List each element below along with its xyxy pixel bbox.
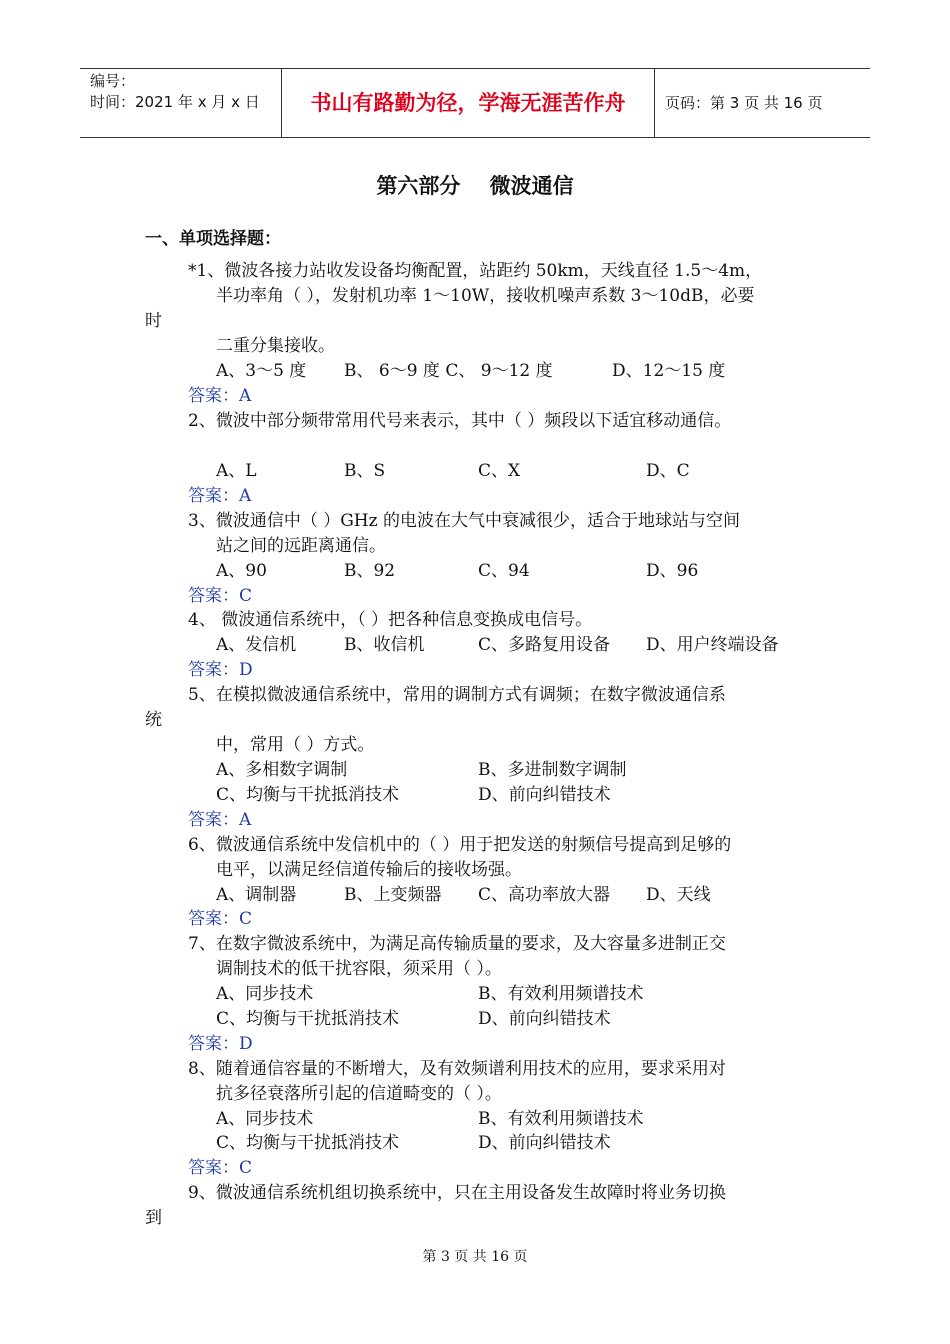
option-a: A、发信机 (216, 635, 297, 655)
answer-2: 答案：A (188, 486, 252, 506)
page-title: 第六部分 微波通信 (376, 174, 574, 198)
option-b: B、有效利用频谱技术 (478, 984, 644, 1004)
question-7-line-1: 7、在数字微波系统中，为满足高传输质量的要求，及大容量多进制正交 (188, 934, 726, 954)
header-meta (80, 69, 281, 137)
page-footer: 第 3 页 共 16 页 (422, 1249, 528, 1265)
option-b: B、有效利用频谱技术 (478, 1109, 644, 1129)
section-heading: 一、单项选择题： (145, 229, 281, 249)
option-b: B、收信机 (344, 635, 425, 655)
option-b-c: B、 6～9 度 C、 9～12 度 (344, 361, 553, 381)
question-1-line-3: 时 (145, 311, 162, 331)
option-c: C、多路复用设备 (478, 635, 611, 655)
option-a: A、90 (216, 561, 267, 581)
document-date-label: 时间：2021 年 x 月 x 日 (90, 93, 260, 111)
header-motto: 书山有路勤为径，学海无涯苦作舟 (281, 69, 655, 137)
question-5-line-1: 5、在模拟微波通信系统中，常用的调制方式有调频；在数字微波通信系 (188, 685, 726, 705)
question-1-line-2: 半功率角（ ），发射机功率 1～10W，接收机噪声系数 3～10dB，必要 (216, 286, 755, 306)
answer-1: 答案：A (188, 386, 252, 406)
answer-3: 答案：C (188, 586, 253, 606)
option-d: D、用户终端设备 (646, 635, 779, 655)
option-d: D、12～15 度 (612, 361, 726, 381)
question-2-line-1: 2、微波中部分频带常用代号来表示，其中（ ）频段以下适宜移动通信。 (188, 411, 732, 431)
option-d: D、前向纠错技术 (478, 1009, 611, 1029)
option-a: A、3～5 度 (216, 361, 307, 381)
question-4-line-1: 4、 微波通信系统中，（ ）把各种信息变换成电信号。 (188, 610, 593, 630)
page-header (80, 68, 870, 138)
question-5-line-2: 统 (145, 710, 162, 730)
option-a: A、调制器 (216, 885, 297, 905)
question-7-line-2: 调制技术的低干扰容限，须采用（ ）。 (216, 959, 502, 979)
option-c: C、均衡与干扰抵消技术 (216, 1009, 400, 1029)
question-6-line-2: 电平，以满足经信道传输后的接收场强。 (216, 860, 522, 880)
option-b: B、上变频器 (344, 885, 442, 905)
option-d: D、天线 (646, 885, 711, 905)
header-page-info: 页码：第 3 页 共 16 页 (665, 94, 823, 112)
question-6-line-1: 6、微波通信系统中发信机中的（ ）用于把发送的射频信号提高到足够的 (188, 835, 732, 855)
question-1-line-1: *1、微波各接力站收发设备均衡配置，站距约 50km，天线直径 1.5～4m， (188, 261, 763, 281)
option-c: C、高功率放大器 (478, 885, 611, 905)
option-c: C、均衡与干扰抵消技术 (216, 1133, 400, 1153)
answer-5: 答案：A (188, 810, 252, 830)
question-8-line-2: 抗多径衰落所引起的信道畸变的（ ）。 (216, 1084, 502, 1104)
option-b: B、S (344, 461, 386, 481)
option-d: D、96 (646, 561, 699, 581)
answer-4: 答案：D (188, 660, 253, 680)
option-a: A、同步技术 (216, 984, 314, 1004)
answer-8: 答案：C (188, 1158, 253, 1178)
option-d: D、前向纠错技术 (478, 785, 611, 805)
option-c: C、94 (478, 561, 530, 581)
question-9-line-1: 9、微波通信系统机组切换系统中，只在主用设备发生故障时将业务切换 (188, 1183, 726, 1203)
question-9-line-2: 到 (145, 1208, 162, 1228)
option-a: A、同步技术 (216, 1109, 314, 1129)
question-3-line-1: 3、微波通信中（ ）GHz 的电波在大气中衰减很少，适合于地球站与空间 (188, 511, 740, 531)
document-number-label: 编号： (90, 72, 136, 90)
question-8-line-1: 8、随着通信容量的不断增大，及有效频谱利用技术的应用，要求采用对 (188, 1059, 726, 1079)
question-3-line-2: 站之间的远距离通信。 (216, 536, 386, 556)
option-b: B、多进制数字调制 (478, 760, 627, 780)
answer-7: 答案：D (188, 1034, 253, 1054)
option-d: D、C (646, 461, 690, 481)
answer-6: 答案：C (188, 909, 253, 929)
question-5-line-3: 中，常用（ ）方式。 (216, 735, 375, 755)
option-d: D、前向纠错技术 (478, 1133, 611, 1153)
option-c: C、均衡与干扰抵消技术 (216, 785, 400, 805)
option-a: A、多相数字调制 (216, 760, 348, 780)
question-1-line-4: 二重分集接收。 (216, 336, 335, 356)
option-a: A、L (216, 461, 257, 481)
option-b: B、92 (344, 561, 396, 581)
option-c: C、X (478, 461, 521, 481)
